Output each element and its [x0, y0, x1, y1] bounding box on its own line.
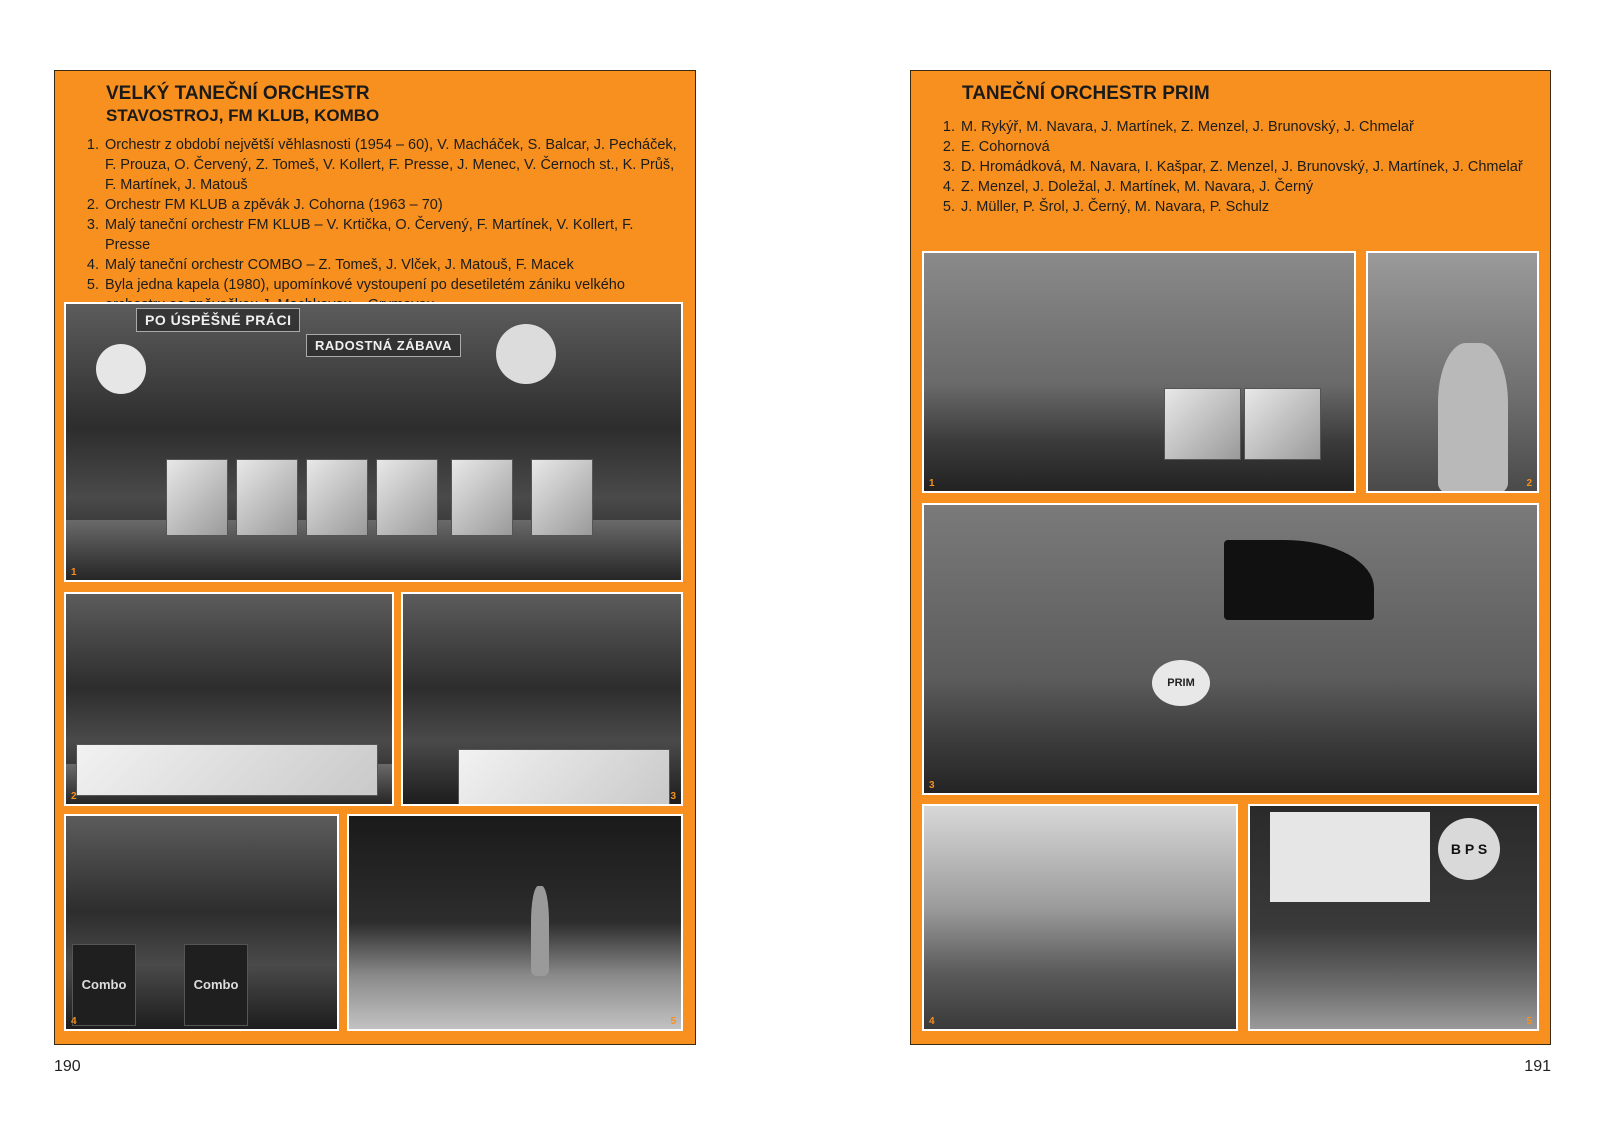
flower-decoration [496, 324, 556, 384]
caption-item: 5. Byla jedna kapela (1980), upomínkové vystoupení po desetiletém zániku velkého [86, 277, 625, 293]
photo-prim-stage-piano [922, 503, 1539, 795]
right-caption-list [933, 117, 1533, 217]
combo-stand-sign: Combo [72, 944, 136, 1026]
photo-number: 2 [71, 791, 77, 802]
caption-item: 4. Z. Menzel, J. Doležal, J. Martínek, M. Navara, J. Černý [942, 179, 1314, 195]
caption-item: 3. D. Hromádková, M. Navara, I. Kašpar, Z. Menzel, J. Brunovský, J. Martínek, J. Chmelař [942, 159, 1523, 175]
photo-number: 4 [71, 1016, 77, 1027]
caption-item: 4. Malý taneční orchestr COMBO – Z. Tomeš, J. Vlček, J. Matouš, F. Macek [86, 257, 574, 273]
photo-number: 3 [929, 780, 935, 791]
caption-item: 2. Orchestr FM KLUB a zpěvák J. Cohorna (1963 – 70) [86, 197, 443, 213]
photo-number: 3 [670, 791, 676, 802]
singer-figure [531, 886, 549, 976]
caption-item: 2. E. Cohornová [942, 139, 1050, 155]
music-stand [1244, 388, 1321, 460]
left-title-line2: STAVOSTROJ, FM KLUB, KOMBO [106, 106, 380, 125]
caption-item: 1. M. Rykýř, M. Navara, J. Martínek, Z. Menzel, J. Brunovský, J. Chmelař [942, 119, 1414, 135]
photo-reunion-concert [347, 814, 683, 1031]
photo-prim-band-hall [922, 251, 1356, 493]
bps-logo: B P S [1438, 818, 1500, 880]
right-page-panel [910, 70, 1551, 1045]
combo-stand-sign: Combo [184, 944, 248, 1026]
music-stand [306, 459, 368, 536]
caption-item: 5. J. Müller, P. Šrol, J. Černý, M. Navara, P. Schulz [942, 199, 1270, 215]
left-page-panel [54, 70, 696, 1045]
photo-small-fm-klub [401, 592, 683, 806]
music-stand [458, 749, 670, 806]
photo-big-band-stage [64, 302, 683, 582]
music-stand [451, 459, 513, 536]
music-stand [1164, 388, 1241, 460]
banner-sign: PO ÚSPĚŠNÉ PRÁCI [136, 308, 300, 332]
photo-number: 4 [929, 1016, 935, 1027]
page-number-right: 191 [1524, 1058, 1551, 1075]
photo-fm-klub-orchestra [64, 592, 394, 806]
photo-number: 5 [670, 1016, 676, 1027]
photo-number: 2 [1526, 478, 1532, 489]
flower-decoration [96, 344, 146, 394]
photo-number: 1 [71, 567, 77, 578]
music-stand [531, 459, 593, 536]
music-stand [376, 459, 438, 536]
caption-item: 3. Malý taneční orchestr FM KLUB – V. Krtička, O. Červený, F. Martínek, V. Kollert, F. Presse [86, 217, 634, 253]
singer-figure [1438, 343, 1508, 493]
photo-prim-band-stage-screen [1248, 804, 1539, 1031]
banner-sign: RADOSTNÁ ZÁBAVA [306, 334, 461, 357]
photo-singer-cohornova [1366, 251, 1539, 493]
left-page-title [106, 83, 379, 127]
music-stand [76, 744, 378, 796]
grand-piano [1224, 540, 1374, 620]
left-caption-list [77, 135, 677, 315]
photo-prim-band-1970s [922, 804, 1238, 1031]
music-stand [236, 459, 298, 536]
drum-with-logo: PRIM [1152, 660, 1210, 706]
left-title-line1: VELKÝ TANEČNÍ ORCHESTR [106, 83, 370, 104]
photo-number: 1 [929, 478, 935, 489]
projection-screen [1270, 812, 1430, 902]
page-number-left: 190 [54, 1058, 81, 1075]
music-stand [166, 459, 228, 536]
photo-number: 5 [1526, 1016, 1532, 1027]
right-page-title [962, 83, 1210, 105]
caption-item: 1. Orchestr z období největší věhlasnosti (1954 – 60), V. Macháček, S. Balcar, J. Pecháček, F. Prouza, O. Červený, Z. Tomeš, V. Kollert, F. Presse, J. Menec, V. Černoch st., K. Průš, F. Martínek, J. Matouš [86, 137, 677, 193]
photo-combo-band [64, 814, 339, 1031]
right-title-text: TANEČNÍ ORCHESTR PRIM [962, 83, 1210, 104]
